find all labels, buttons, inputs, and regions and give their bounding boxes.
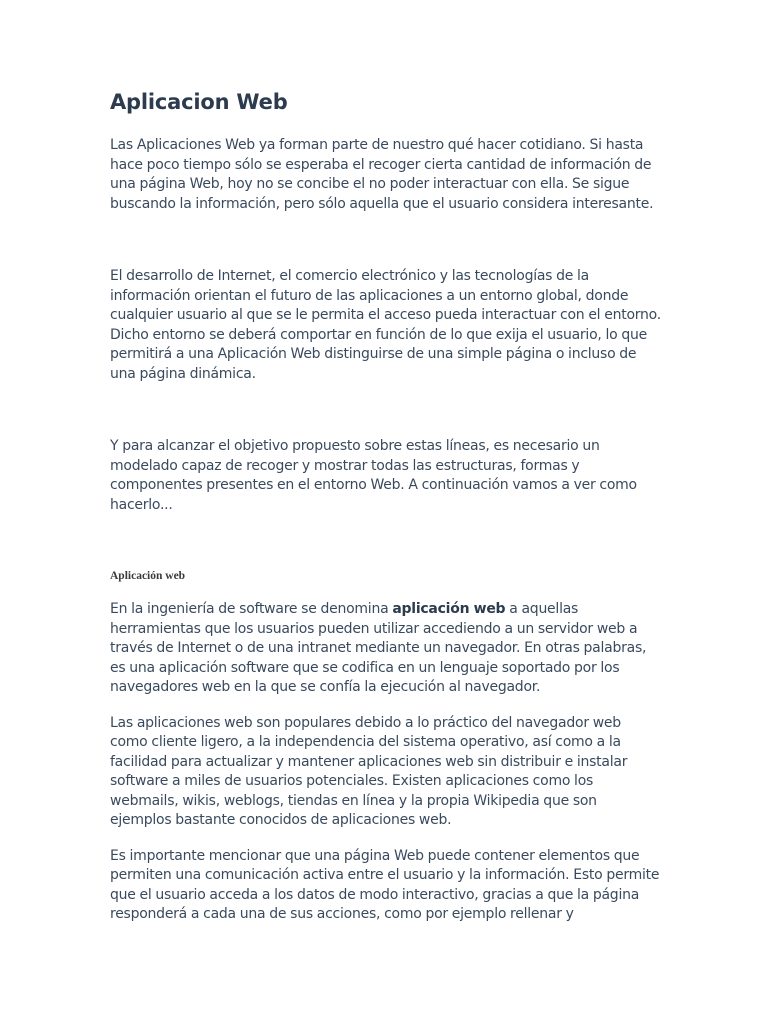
- page-title: Aplicacion Web: [110, 90, 288, 114]
- definition-text-after: a aquellas herramientas que los usuarios pueden utilizar accediendo a un servidor web a través de Internet o de una intranet mediante un navegador. En otras palabras, es una aplicación software que se codifica en un lenguaje soportado por los navegadores web en la que se confía la ejecución al navegador.: [110, 601, 647, 695]
- definition-paragraph: [110, 600, 662, 698]
- intro-paragraph-1: Las Aplicaciones Web ya forman parte de nuestro qué hacer cotidiano. Si hasta hace poco tiempo sólo se esperaba el recoger cierta cantidad de información de una página Web, hoy no se concibe el no poder interactuar con ella. Se sigue buscando la información, pero sólo aquella que el usuario considera interesante.: [110, 137, 654, 212]
- definition-term: aplicación web: [392, 601, 506, 617]
- body-paragraph-2: Es importante mencionar que una página Web puede contener elementos que permiten una comunicación activa entre el usuario y la información. Esto permite que el usuario acceda a los datos de modo interactivo, gracias a que la página responderá a cada una de sus acciones, como por ejemplo rellenar y: [110, 847, 660, 922]
- section-heading: Aplicación web: [110, 570, 186, 582]
- body-paragraph-1: Las aplicaciones web son populares debido a lo práctico del navegador web como cliente ligero, a la independencia del sistema operativo, así como a la facilidad para actualizar y mantener aplicaciones web sin distribuir e instalar software a miles de usuarios potenciales. Existen aplicaciones como los webmails, wikis, weblogs, tiendas en línea y la propia Wikipedia que son ejemplos bastante conocidos de aplicaciones web.: [110, 714, 628, 828]
- intro-paragraph-3: Y para alcanzar el objetivo propuesto sobre estas líneas, es necesario un modelado capaz de recoger y mostrar todas las estructuras, formas y componentes presentes en el entorno Web. A continuación vamos a ver como hacerlo...: [110, 438, 637, 513]
- intro-paragraph-2: El desarrollo de Internet, el comercio electrónico y las tecnologías de la información orientan el futuro de las aplicaciones a un entorno global, donde cualquier usuario al que se le permita el acceso pueda interactuar con el entorno. Dicho entorno se deberá comportar en función de lo que exija el usuario, lo que permitirá a una Aplicación Web distinguirse de una simple página o incluso de una página dinámica.: [110, 268, 661, 382]
- document-page: [110, 86, 662, 925]
- definition-text-before: En la ingeniería de software se denomina: [110, 601, 393, 617]
